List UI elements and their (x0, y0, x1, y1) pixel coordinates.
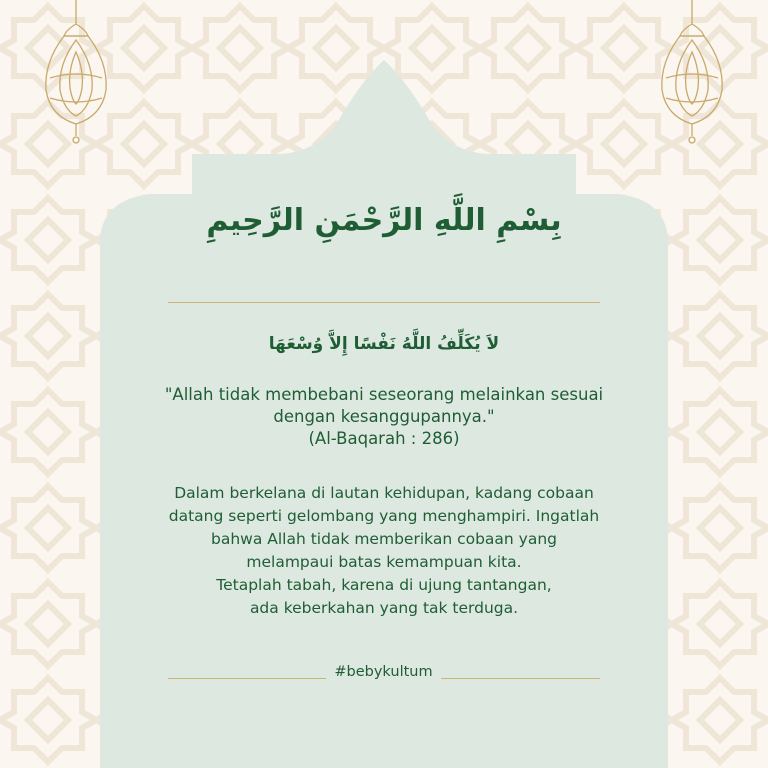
basmala-text: بِسْمِ اللَّهِ الرَّحْمَنِ الرَّحِيمِ (206, 203, 562, 238)
reflection-line: datang seperti gelombang yang menghampiri. Ingatlah (168, 507, 600, 525)
divider-top (168, 302, 600, 303)
reflection-line: ada keberkahan yang tak terduga. (249, 599, 519, 617)
reflection-text (100, 482, 668, 620)
basmala-calligraphy (206, 182, 562, 252)
translation-line-1: "Allah tidak membebani seseorang melainkan sesuai (164, 385, 604, 404)
lantern-icon-left (36, 0, 116, 150)
reflection-line: Dalam berkelana di lautan kehidupan, kadang cobaan (174, 484, 594, 502)
translation-line-2: dengan kesanggupannya." (273, 407, 495, 426)
hashtag: #bebykultum (334, 664, 433, 680)
lantern-icon-right (652, 0, 732, 150)
verse-reference: (Al-Baqarah : 286) (308, 429, 460, 448)
reflection-line: melampaui batas kemampuan kita. (246, 553, 522, 571)
verse-arabic: لاَ يُكَلِّفُ اللَّهُ نَفْسًا إِلاَّ وُسْعَهَا (268, 334, 500, 354)
reflection-line: bahwa Allah tidak memberikan cobaan yang (210, 530, 558, 548)
divider-bottom-left (168, 678, 326, 679)
verse-translation (100, 384, 668, 450)
divider-bottom-right (441, 678, 600, 679)
reflection-line: Tetaplah tabah, karena di ujung tantangan, (216, 576, 552, 594)
